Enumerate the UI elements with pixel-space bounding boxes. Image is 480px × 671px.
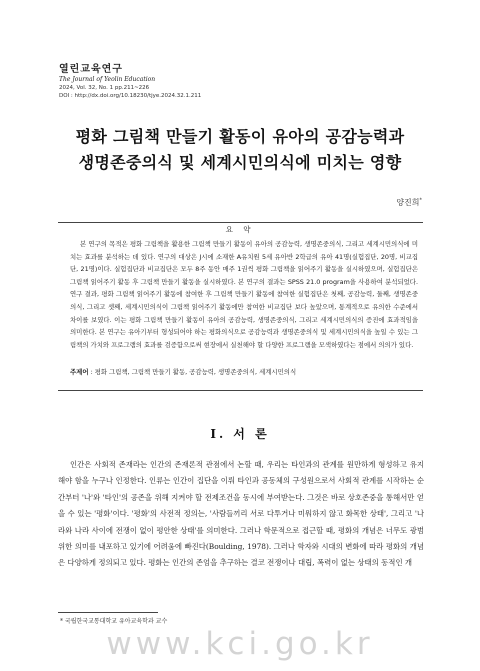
abstract-bottom-rule: [58, 390, 423, 391]
journal-header: [59, 64, 299, 100]
body-paragraph: 인간은 사회적 존재라는 인간의 존재론적 관점에서 논할 때, 우리는 타인과의 관계를 원만하게 형성하고 유지해야 함을 누구나 인정한다. 인류는 인간이 집단을 이뤄 타인과 공동체의 구성원으로서 사회적 관계를 시작하는 순간부터 '나'와 '타인'의 공존을 위해 지켜야 할 전제조건을 동시에 부여받는다. 그것은 바로 상호존중을 통해서만 얻을 수 있는 '평화'이다. '평화'의 사전적 정의는, '사람들끼리 서로 다투거나 미워하지 않고 화목한 상태', 그리고 '나라와 나라 사이에 전쟁이 없이 평안한 상태'를 의미한다. 그러나 학문적으로 접근할 때, 평화의 개념은 너무도 광범위한 의미를 내포하고 있기에 어려움에 빠진다(Boulding, 1978). 그러나 학자와 시대의 변화에 따라 평화의 개념은 다양하게 정의되고 있다. 평화는 인간의 존엄을 추구하는 결코 전쟁이나 대립, 폭력이 없는 상태의 동적인 개: [58, 460, 424, 568]
author-name: 양진희: [396, 198, 420, 207]
paper-title-line-1: 평화 그림책 만들기 활동이 유아의 공감능력과: [75, 127, 405, 146]
author: [396, 197, 422, 208]
journal-issue: 2024, Vol. 32, No. 1 pp.211~226: [59, 85, 150, 91]
watermark: www.kci.go.kr: [106, 626, 374, 662]
author-footnote-mark: *: [419, 197, 422, 204]
keywords-list: : 평화 그림책, 그림책 만들기 활동, 공감능력, 생명존중의식, 세계시민의식: [88, 368, 297, 376]
paper-title: [40, 124, 440, 176]
journal-name-english: The Journal of Yeolin Education: [59, 76, 156, 83]
footnote: * 국립한국교통대학교 유아교육학과 교수: [60, 618, 168, 625]
journal-doi[interactable]: DOI : http://dx.doi.org/10.18230/tjye.2024.32.1.211: [59, 93, 202, 99]
abstract-heading-label: 요 약: [216, 225, 265, 234]
keywords: [70, 367, 420, 377]
journal-name-korean: 열린교육연구: [59, 64, 123, 75]
abstract-text: 본 연구의 목적은 평화 그림책을 활용한 그림책 만들기 활동이 유아의 공감능력, 생명존중의식, 그리고 세계시민의식에 미치는 효과를 분석하는 데 있다. 연구의 대상은 J시에 소재한 A유치원 5세 유아반 2학급의 유아 41명(실험집단, 20명, 비교집단, 21명)이다. 실험집단과 비교집단은 모두 8주 동안 매주 1권씩 평화 그림책을 읽어주기 활동을 실시하였으며, 실험집단은 그림책 읽어주기 활동 후 그림책 만들기 활동을 실시하였다. 본 연구의 결과는 SPSS 21.0 program을 사용하여 분석되었다. 연구 결과, 평화 그림책 읽어주기 활동에 참여한 후 그림책 만들기 활동에 참여한 실험집단은 첫째, 공감능력, 둘째, 생명존중의식, 그리고 셋째, 세계시민의식이 그림책 읽어주기 활동에만 참여한 비교집단 보다 높았으며, 통계적으로 유의한 수준에서 차이를 보였다. 이는 평화 그림책 만들기 활동이 유아의 공감능력, 생명존중의식, 그리고 세계시민의식의 증진에 효과적임을 의미한다. 본 연구는 유아기부터 형성되어야 하는 평화의식으로 공감능력과 생명존중의식 및 세계시민의식을 높일 수 있는 그림책의 가치와 프로그램의 효과를 검증함으로써 현장에서 실천해야 할 다양한 프로그램을 모색하였다는 점에서 의의가 있다.: [70, 240, 418, 349]
footnote-rule: [58, 612, 158, 613]
section-heading-introduction: Ⅰ. 서 론: [210, 427, 270, 441]
abstract-heading: [0, 217, 480, 236]
keywords-label: 주제어: [70, 368, 89, 376]
paper-title-line-2: 생명존중의식 및 세계시민의식에 미치는 영향: [78, 153, 402, 172]
